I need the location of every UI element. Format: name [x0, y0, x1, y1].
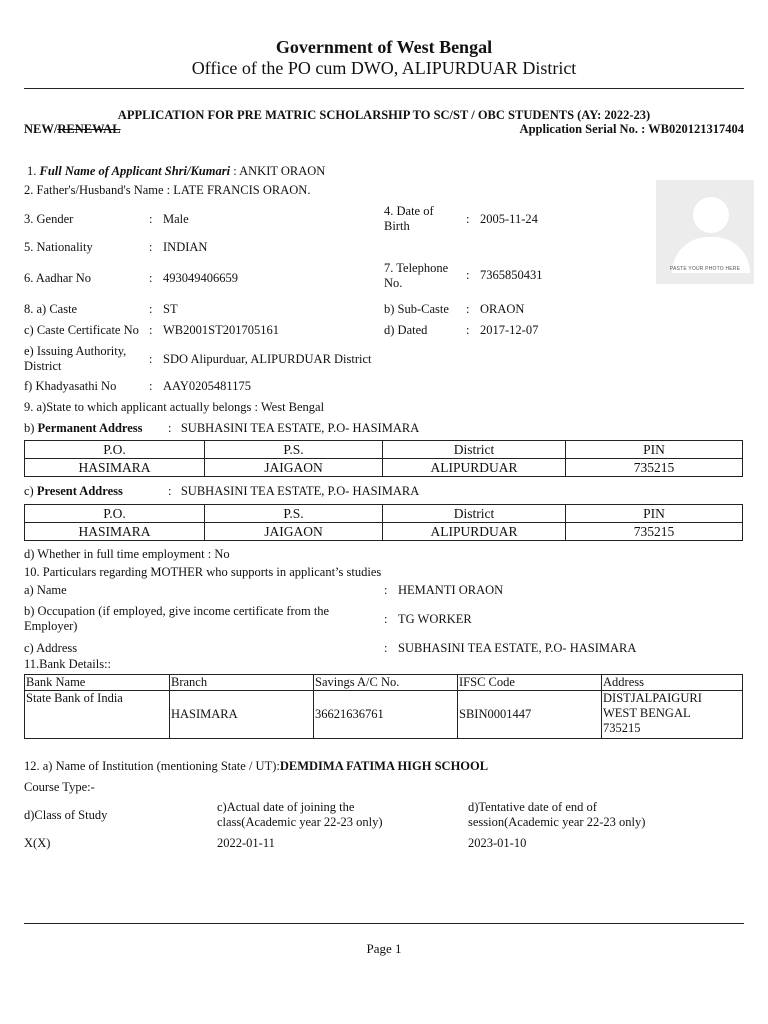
- application-title: APPLICATION FOR PRE MATRIC SCHOLARSHIP TO SC/ST / OBC STUDENTS (AY: 2022-23): [117, 108, 651, 122]
- mother-occupation-colon: :: [384, 612, 388, 626]
- nationality-colon: :: [149, 240, 153, 254]
- table-header-cell: P.O.: [25, 505, 205, 523]
- table-cell: 735215: [566, 459, 743, 477]
- table-cell: [602, 691, 743, 739]
- class-of-study-label: d)Class of Study: [24, 808, 108, 822]
- aadhar-colon: :: [149, 271, 153, 285]
- dob-label: 4. Date of Birth: [384, 204, 434, 233]
- bank-details-table: [24, 674, 743, 739]
- caste-certificate-colon: :: [149, 323, 153, 337]
- khadyasathi-value: AAY0205481175: [163, 379, 251, 393]
- present-address-table: [24, 504, 743, 541]
- photo-placeholder: [656, 180, 754, 284]
- permanent-address-label: Permanent Address: [37, 421, 143, 435]
- state-of-applicant: 9. a)State to which applicant actually belongs : West Bengal: [24, 400, 325, 414]
- present-address-value: : SUBHASINI TEA ESTATE, P.O- HASIMARA: [168, 484, 420, 498]
- table-header-cell: PIN: [566, 505, 743, 523]
- photo-caption: PASTE YOUR PHOTO HERE: [669, 266, 741, 272]
- table-header-cell: PIN: [566, 441, 743, 459]
- mother-name-label: a) Name: [24, 583, 67, 597]
- table-header-cell: P.S.: [205, 441, 383, 459]
- bank-heading: 11.Bank Details::: [24, 657, 112, 671]
- table-header-cell: IFSC Code: [458, 675, 602, 691]
- aadhar-label: 6. Aadhar No: [24, 271, 91, 285]
- mother-occupation-label: b) Occupation (if employed, give income certificate from the Employer): [24, 604, 330, 633]
- permanent-address-prefix: b): [24, 421, 38, 435]
- page-number: Page 1: [366, 941, 402, 956]
- session-end-label: d)Tentative date of end of session(Academic year 22-23 only): [468, 800, 646, 829]
- dob-value: 2005-11-24: [480, 212, 538, 226]
- mother-name-value: HEMANTI ORAON: [398, 583, 504, 597]
- application-type: [24, 122, 121, 137]
- caste-colon: :: [149, 302, 153, 316]
- table-cell: JAIGAON: [205, 459, 383, 477]
- issuing-authority-value: SDO Alipurduar, ALIPURDUAR District: [163, 352, 372, 366]
- table-header-cell: P.S.: [205, 505, 383, 523]
- course-type: Course Type:-: [24, 780, 95, 794]
- table-row: [25, 441, 743, 459]
- table-cell: 735215: [566, 523, 743, 541]
- table-cell: HASIMARA: [25, 523, 205, 541]
- telephone-colon: :: [466, 268, 470, 282]
- gender-label: 3. Gender: [24, 212, 74, 226]
- mother-heading: 10. Particulars regarding MOTHER who supports in applicant’s studies: [24, 565, 382, 579]
- caste-label: 8. a) Caste: [24, 302, 78, 316]
- gender-value: Male: [163, 212, 189, 226]
- mother-name-colon: :: [384, 583, 388, 597]
- mother-address-colon: :: [384, 641, 388, 655]
- caste-certificate-value: WB2001ST201705161: [163, 323, 279, 337]
- table-cell: State Bank of India: [25, 691, 170, 739]
- table-header-cell: Address: [602, 675, 743, 691]
- aadhar-value: 493049406659: [163, 271, 238, 285]
- table-cell: HASIMARA: [25, 459, 205, 477]
- caste-value: ST: [163, 302, 178, 316]
- table-cell: SBIN0001447: [458, 691, 602, 739]
- father-name: 2. Father's/Husband's Name : LATE FRANCIS ORAON.: [24, 183, 311, 197]
- nationality-label: 5. Nationality: [24, 240, 93, 254]
- header-divider: [24, 88, 744, 89]
- applicant-name-sep: :: [230, 164, 240, 178]
- applicant-name-row: [27, 164, 325, 179]
- dob-colon: :: [466, 212, 470, 226]
- new-label: NEW/: [24, 122, 58, 136]
- dated-colon: :: [466, 323, 470, 337]
- permanent-address-row: [24, 421, 143, 436]
- dated-value: 2017-12-07: [480, 323, 539, 337]
- table-cell: HASIMARA: [170, 691, 314, 739]
- table-header-cell: Branch: [170, 675, 314, 691]
- issuing-authority-label: e) Issuing Authority, District: [24, 344, 127, 373]
- joining-date-label: c)Actual date of joining the class(Academic year 22-23 only): [217, 800, 383, 829]
- applicant-name-label: Full Name of Applicant Shri/Kumari: [39, 164, 231, 178]
- mother-address-value: SUBHASINI TEA ESTATE, P.O- HASIMARA: [398, 641, 637, 655]
- khadyasathi-label: f) Khadyasathi No: [24, 379, 117, 393]
- applicant-name-prefix: 1.: [27, 164, 40, 178]
- serial-number: [520, 122, 744, 137]
- institution-name: DEMDIMA FATIMA HIGH SCHOOL: [279, 759, 489, 773]
- subcaste-colon: :: [466, 302, 470, 316]
- table-header-cell: District: [383, 505, 566, 523]
- table-cell: ALIPURDUAR: [383, 523, 566, 541]
- serial-label: Application Serial No. :: [519, 122, 649, 136]
- subcaste-value: ORAON: [480, 302, 525, 316]
- table-row: [25, 523, 743, 541]
- footer-divider: [24, 923, 744, 924]
- present-address-row: [24, 484, 123, 499]
- government-title: Government of West Bengal: [275, 37, 493, 57]
- khadyasathi-colon: :: [149, 379, 153, 393]
- issuing-authority-colon: :: [149, 352, 153, 366]
- present-address-label: Present Address: [36, 484, 123, 498]
- permanent-address-value: : SUBHASINI TEA ESTATE, P.O- HASIMARA: [168, 421, 420, 435]
- table-header-cell: Savings A/C No.: [314, 675, 458, 691]
- table-cell: ALIPURDUAR: [383, 459, 566, 477]
- nationality-value: INDIAN: [163, 240, 208, 254]
- bank-address-line: 735215: [603, 721, 641, 735]
- table-header-cell: District: [383, 441, 566, 459]
- office-title: Office of the PO cum DWO, ALIPURDUAR District: [191, 58, 577, 78]
- dated-label: d) Dated: [384, 323, 428, 337]
- table-row: [25, 691, 743, 739]
- table-cell: JAIGAON: [205, 523, 383, 541]
- session-end-value: 2023-01-10: [468, 836, 527, 850]
- applicant-name-value: ANKIT ORAON: [239, 164, 326, 178]
- serial-value: WB020121317404: [648, 122, 744, 136]
- bank-address-line: WEST BENGAL: [603, 706, 691, 720]
- joining-date-value: 2022-01-11: [217, 836, 275, 850]
- present-address-prefix: c): [24, 484, 37, 498]
- institution-label: 12. a) Name of Institution (mentioning State / UT):: [24, 759, 280, 773]
- mother-address-label: c) Address: [24, 641, 78, 655]
- mother-occupation-value: TG WORKER: [398, 612, 472, 626]
- bank-address-line: DISTJALPAIGURI: [603, 691, 702, 705]
- table-header-cell: P.O.: [25, 441, 205, 459]
- institution-row: [24, 759, 488, 774]
- telephone-value: 7365850431: [480, 268, 543, 282]
- table-row: [25, 505, 743, 523]
- permanent-address-table: [24, 440, 743, 477]
- employment-status: d) Whether in full time employment : No: [24, 547, 230, 561]
- table-row: [25, 675, 743, 691]
- table-cell: 36621636761: [314, 691, 458, 739]
- gender-colon: :: [149, 212, 153, 226]
- caste-certificate-label: c) Caste Certificate No: [24, 323, 139, 337]
- table-row: [25, 459, 743, 477]
- table-header-cell: Bank Name: [25, 675, 170, 691]
- photo-head-shape: [693, 197, 729, 233]
- class-of-study-value: X(X): [24, 836, 51, 850]
- renewal-label: RENEWAL: [57, 122, 121, 136]
- telephone-label: 7. Telephone No.: [384, 261, 449, 290]
- subcaste-label: b) Sub-Caste: [384, 302, 449, 316]
